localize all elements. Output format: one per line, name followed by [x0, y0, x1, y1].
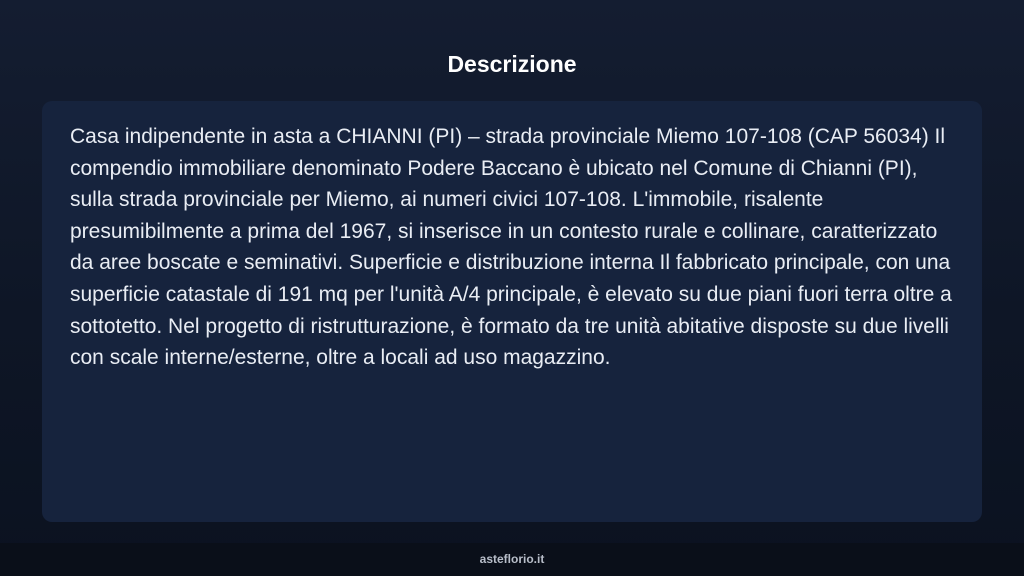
footer-site-label: asteflorio.it [479, 552, 545, 566]
description-card [42, 101, 982, 522]
page-title: Descrizione [447, 51, 577, 77]
footer-bar [0, 543, 1024, 576]
description-text: Casa indipendente in asta a CHIANNI (PI) – strada provinciale Miemo 107-108 (CAP 56034) Il compendio immobiliare denominato Podere Baccano è ubicato nel Comune di Chianni (PI), sulla strada provinciale per Miemo, ai numeri civici 107-108. L'immobile, risalente presumibilmente a prima del 1967, si inserisce in un contesto rurale e collinare, caratterizzato da aree boscate e seminativi. Superficie e distribuzione interna Il fabbricato principale, con una superficie catastale di 191 mq per l'unità A/4 principale, è elevato su due piani fuori terra oltre a sottotetto. Nel progetto di ristrutturazione, è formato da tre unità abitative disposte su due livelli con scale interne/esterne, oltre a locali ad uso magazzino. [70, 125, 952, 370]
